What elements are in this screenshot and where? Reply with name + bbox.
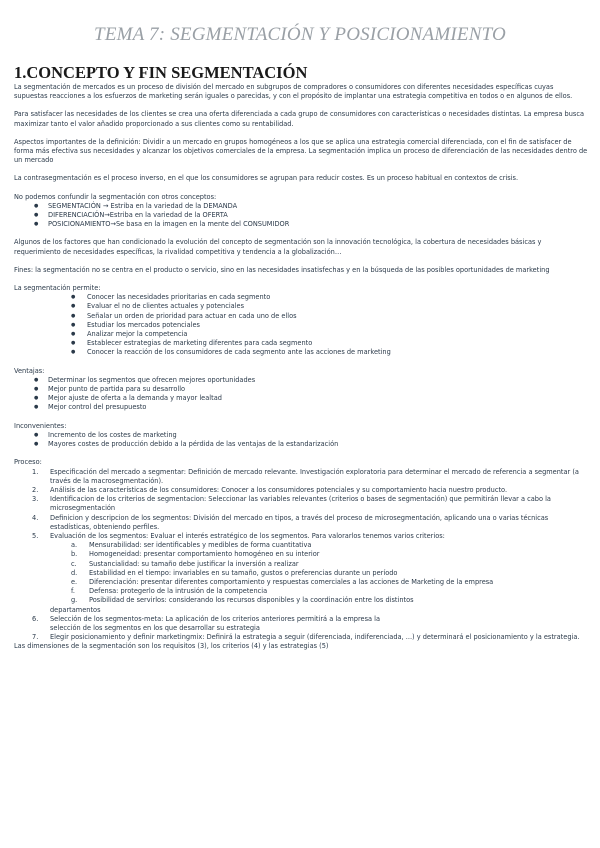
list-item: ● Estudiar los mercados potenciales xyxy=(14,321,588,330)
paragraph-definition: La segmentación de mercados es un proceso de división del mercado en subgrupos de compradores o consumidores con diferentes necesidades específicas cuyas supuestas reacciones a los esfuerzos de marketing serán iguales o parecidas, y con el propósito de implantar una estrategia competitiva en todos o en algunos de ellos. xyxy=(14,83,573,101)
list-item: ● Conocer las necesidades prioritarias en cada segmento xyxy=(14,293,588,302)
step-text: Elegir posicionamiento y definir marketingmix: Definirá la estrategia a seguir (diferenciada, indiferenciada, ...) y determinará el posicionamiento y la estrategia. xyxy=(50,633,580,642)
ventajas-list xyxy=(14,376,588,413)
paragraph-conceptos-intro: No podemos confundir la segmentación con otros conceptos: xyxy=(14,192,217,201)
list-item xyxy=(14,615,588,624)
criterion-text: Mensurabilidad: ser identificables y medibles de forma cuantitativa xyxy=(89,541,312,550)
list-item: ● DIFERENCIACIÓN→Estriba en la variedad de la OFERTA xyxy=(14,211,588,220)
list-item xyxy=(14,560,588,569)
step-number: 1. xyxy=(32,467,39,476)
list-item xyxy=(14,587,588,596)
document-title: TEMA 7: SEGMENTACIÓN Y POSICIONAMIENTO xyxy=(94,24,506,45)
list-item xyxy=(14,541,588,550)
criterion-letter: c. xyxy=(71,559,77,568)
criteria-continuation: departamentos xyxy=(50,605,101,614)
step-continuation: selección de los segmentos en los que desarrollar su estrategia xyxy=(50,623,260,632)
criterion-text: Defensa: protegerlo de la intrusión de la competencia xyxy=(89,587,268,596)
step-text: Selección de los segmentos-meta: La aplicación de los criterios anteriores permitirá a la empresa la xyxy=(50,614,381,623)
proceso-label: Proceso: xyxy=(14,458,42,467)
section-heading: 1.CONCEPTO Y FIN SEGMENTACIÓN xyxy=(14,63,308,82)
criterion-text: Posibilidad de servirlos: considerando los recursos disponibles y la coordinación entre los distintos xyxy=(89,596,414,605)
criterion-letter: a. xyxy=(71,541,78,550)
list-item xyxy=(14,486,588,495)
list-item: ● Incremento de los costes de marketing xyxy=(14,431,588,440)
list-item xyxy=(14,532,588,541)
criterion-letter: g. xyxy=(71,596,78,605)
list-item: ● Mejor ajuste de oferta a la demanda y mayor lealtad xyxy=(14,394,588,403)
list-item: ● Establecer estrategias de marketing diferentes para cada segmento xyxy=(14,339,588,348)
list-item: ● Analizar mejor la competencia xyxy=(14,330,588,339)
document-body xyxy=(14,83,588,652)
criterion-text: Sustancialidad: su tamaño debe justificar la inversión a realizar xyxy=(89,559,299,568)
step-text: Evaluación de los segmentos: Evaluar el interés estratégico de los segmentos. Para valorarlos tenemos varios criterios: xyxy=(50,531,445,540)
proceso-list-end xyxy=(14,633,588,642)
ventajas-label: Ventajas: xyxy=(14,366,45,375)
list-item xyxy=(14,596,588,605)
criterion-letter: b. xyxy=(71,550,78,559)
list-item xyxy=(14,578,588,587)
paragraph-fines: Fines: la segmentación no se centra en el producto o servicio, sino en las necesidades insatisfechas y en la búsqueda de las posibles oportunidades de marketing xyxy=(14,265,550,274)
inconvenientes-label: Inconvenientes: xyxy=(14,421,67,430)
permite-list xyxy=(14,293,588,357)
list-item: ● Conocer la reacción de los consumidores de cada segmento ante las acciones de marketing xyxy=(14,348,588,357)
list-item xyxy=(14,514,588,532)
paragraph-aspectos: Aspectos importantes de la definición: Dividir a un mercado en grupos homogéneos a los que se aplica una estrategia comercial diferenciada, con el fin de satisfacer de forma más efectiva sus necesidades y alcanzar los objetivos comerciales de la empresa. La segmentación implica un proceso de diferenciación de las necesidades dentro de un mercado xyxy=(14,137,588,165)
list-item xyxy=(14,468,588,486)
list-item: ● Señalar un orden de prioridad para actuar en cada uno de ellos xyxy=(14,312,588,321)
list-item: ● POSICIONAMIENTO→Se basa en la imagen en la mente del CONSUMIDOR xyxy=(14,220,588,229)
list-item xyxy=(14,633,588,642)
list-item: ● Mejor control del presupuesto xyxy=(14,403,588,412)
concepts-list xyxy=(14,202,588,230)
criterion-letter: d. xyxy=(71,568,78,577)
criterion-letter: f. xyxy=(71,587,75,596)
list-item xyxy=(14,495,588,513)
step-text: Identificacion de los criterios de segmentacion: Seleccionar las variables relevantes (criterios o bases de segmentación) que permitirán llevar a cabo la microsegmentación xyxy=(50,495,551,513)
list-item xyxy=(14,550,588,559)
step-number: 3. xyxy=(32,495,39,504)
list-item xyxy=(14,569,588,578)
list-item: ● Mejor punto de partida para su desarrollo xyxy=(14,385,588,394)
list-item: ● Mayores costes de producción debido a la pérdida de las ventajas de la estandarización xyxy=(14,440,588,449)
step-number: 7. xyxy=(32,633,39,642)
paragraph-factores: Algunos de los factores que han condicionado la evolución del concepto de segmentación son la innovación tecnológica, la cobertura de necesidades básicas y requerimiento de necesidades específicas, la rivalidad competitiva y tendencia a la globalización… xyxy=(14,238,542,256)
proceso-list xyxy=(14,468,588,542)
criterion-letter: e. xyxy=(71,577,78,586)
closing-paragraph: Las dimensiones de la segmentación son los requisitos (3), los criterios (4) y las estrategias (5) xyxy=(14,642,329,651)
paragraph-oferta: Para satisfacer las necesidades de los clientes se crea una oferta diferenciada a cada grupo de consumidores con características o necesidades distintas. La empresa busca maximizar tanto el valor añadido proporcionado a sus clientes como su rentabilidad. xyxy=(14,110,584,128)
list-item: ● Evaluar el no de clientes actuales y potenciales xyxy=(14,302,588,311)
step-number: 2. xyxy=(32,485,39,494)
step-text: Especificación del mercado a segmentar: Definición de mercado relevante. Investigación exploratoria para determinar el mercado de referencia a segmentar (a través de la macrosegmentación). xyxy=(50,467,579,485)
step-number: 5. xyxy=(32,531,39,540)
paragraph-contrasegmentacion: La contrasegmentación es el proceso inverso, en el que los consumidores se agrupan para reducir costes. Es un proceso habitual en contextos de crisis. xyxy=(14,174,519,183)
step-number: 6. xyxy=(32,614,39,623)
proceso-list-cont xyxy=(14,615,588,624)
step-number: 4. xyxy=(32,513,39,522)
criterion-text: Estabilidad en el tiempo: invariables en su tamaño, gustos o preferencias durante un período xyxy=(89,568,398,577)
step-text: Análisis de las características de los consumidores: Conocer a los consumidores potenciales y su comportamiento hacia nuestro producto. xyxy=(50,485,508,494)
criterion-text: Diferenciación: presentar diferentes comportamiento y respuestas comerciales a las acciones de Marketing de la empresa xyxy=(89,577,494,586)
list-item: ● SEGMENTACIÓN → Estriba en la variedad de la DEMANDA xyxy=(14,202,588,211)
criteria-list xyxy=(14,541,588,605)
list-item: ● Determinar los segmentos que ofrecen mejores oportunidades xyxy=(14,376,588,385)
criterion-text: Homogeneidad: presentar comportamiento homogéneo en su interior xyxy=(89,550,320,559)
permite-label: La segmentación permite: xyxy=(14,284,101,293)
inconvenientes-list xyxy=(14,431,588,449)
step-text: Definicion y descripcion de los segmentos: División del mercado en tipos, a través del proceso de microsegmentación, aplicando una o varias técnicas estadísticas, obteniendo perfiles. xyxy=(50,513,549,531)
